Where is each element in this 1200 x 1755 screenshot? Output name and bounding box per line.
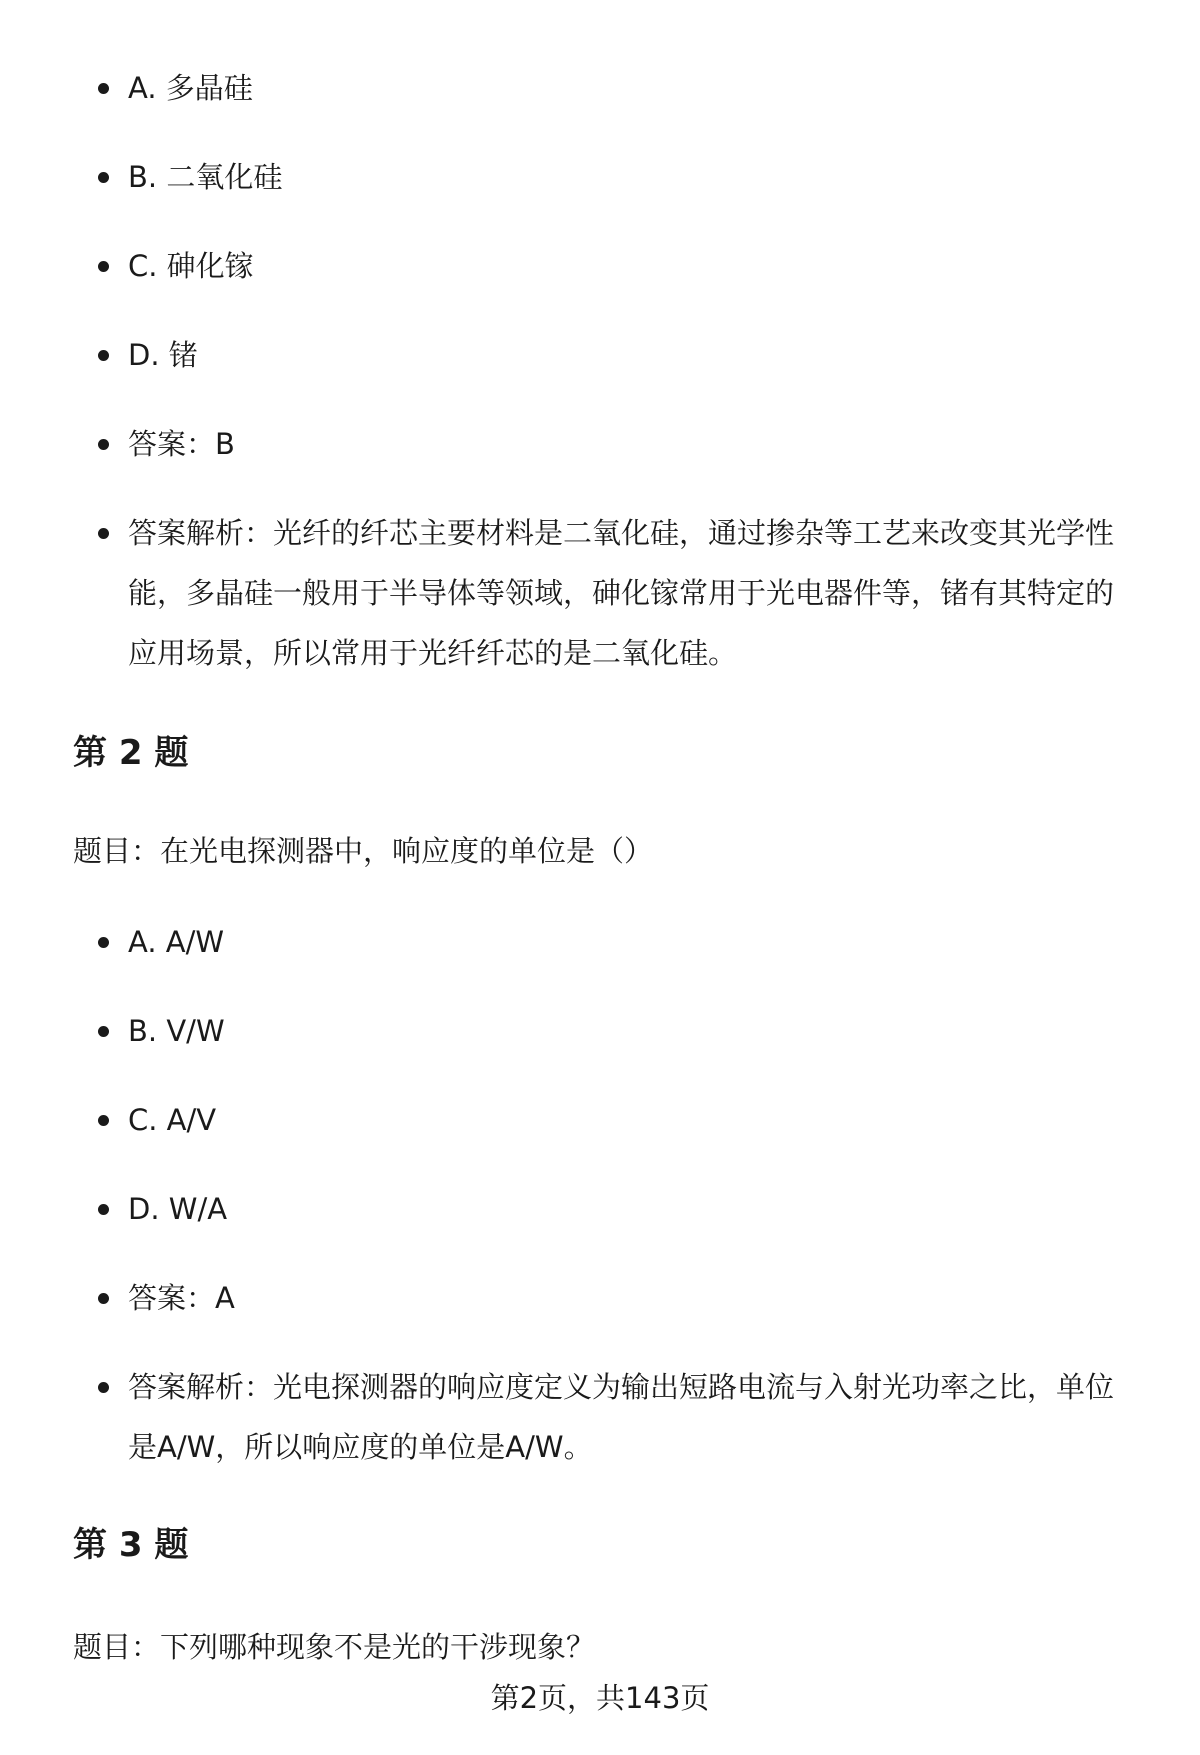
q1-option-b: [0, 147, 1200, 236]
q1-option-c: [0, 236, 1200, 325]
option-text: B. 二氧化硅: [128, 160, 283, 194]
q1-option-list: [0, 58, 1200, 683]
q2-option-c: [0, 1090, 1200, 1179]
q2-explanation: [0, 1357, 1200, 1477]
bullet-icon: [98, 1115, 109, 1126]
bullet-icon: [98, 1204, 109, 1215]
bullet-icon: [98, 83, 109, 94]
option-text: A. 多晶硅: [128, 71, 253, 105]
bullet-icon: [98, 439, 109, 450]
q2-option-d: [0, 1179, 1200, 1268]
q2-question: 题目：在光电探测器中，响应度的单位是（）: [73, 834, 654, 868]
q2-option-list: [0, 912, 1200, 1477]
option-text: C. 砷化镓: [128, 249, 254, 283]
explanation-text: 答案解析：光纤的纤芯主要材料是二氧化硅，通过掺杂等工艺来改变其光学性能，多晶硅一般用于半导体等领域，砷化镓常用于光电器件等，锗有其特定的应用场景，所以常用于光纤纤芯的是二氧化硅。: [128, 516, 1115, 670]
page-number: 第2页，共143页: [490, 1681, 710, 1715]
bullet-icon: [98, 350, 109, 361]
q1-option-a: [0, 58, 1200, 147]
q1-option-d: [0, 325, 1200, 414]
q3-heading: 第 3 题: [73, 1525, 189, 1565]
bullet-icon: [98, 261, 109, 272]
option-text: B. V/W: [128, 1014, 225, 1048]
option-text: C. A/V: [128, 1103, 217, 1137]
bullet-icon: [98, 172, 109, 183]
q2-answer: [0, 1268, 1200, 1357]
answer-text: 答案：B: [128, 427, 235, 461]
bullet-icon: [98, 1026, 109, 1037]
explanation-text: 答案解析：光电探测器的响应度定义为输出短路电流与入射光功率之比，单位是A/W，所以响应度的单位是A/W。: [128, 1370, 1115, 1464]
bullet-icon: [98, 528, 109, 539]
answer-text: 答案：A: [128, 1281, 235, 1315]
q2-option-b: [0, 1001, 1200, 1090]
bullet-icon: [98, 937, 109, 948]
option-text: D. 锗: [128, 338, 198, 372]
bullet-icon: [98, 1293, 109, 1304]
q1-answer: [0, 414, 1200, 503]
q2-option-a: [0, 912, 1200, 1001]
option-text: A. A/W: [128, 925, 225, 959]
bullet-icon: [98, 1382, 109, 1393]
q1-explanation: [0, 503, 1200, 683]
q2-heading: 第 2 题: [73, 733, 189, 773]
option-text: D. W/A: [128, 1192, 228, 1226]
q3-question: 题目：下列哪种现象不是光的干涉现象？: [73, 1630, 596, 1664]
